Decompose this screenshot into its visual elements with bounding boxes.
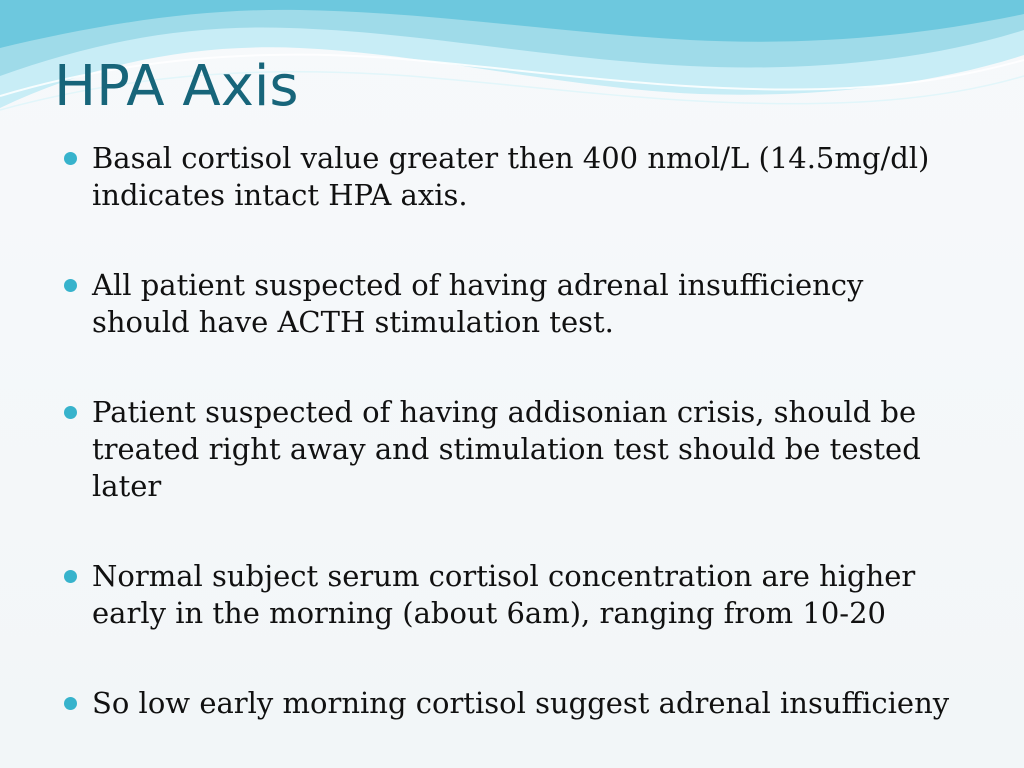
bullet-text: All patient suspected of having adrenal insufficiency should have ACTH stimulation test.	[92, 268, 864, 339]
bullet-text: So low early morning cortisol suggest adrenal insufficieny	[92, 686, 950, 720]
bullet-dot-icon	[64, 279, 77, 292]
bullet-item	[62, 267, 962, 341]
bullet-item	[62, 140, 962, 214]
bullet-text: Basal cortisol value greater then 400 nmol/L (14.5mg/dl) indicates intact HPA axis.	[92, 141, 930, 212]
bullet-item	[62, 558, 962, 632]
bullet-text: Patient suspected of having addisonian crisis, should be treated right away and stimulation test should be tested later	[92, 395, 921, 503]
bullet-list	[62, 140, 962, 722]
bullet-text: Normal subject serum cortisol concentration are higher early in the morning (about 6am), ranging from 10-20	[92, 559, 916, 630]
bullet-dot-icon	[64, 152, 77, 165]
bullet-dot-icon	[64, 406, 77, 419]
bullet-dot-icon	[64, 570, 77, 583]
bullet-item	[62, 394, 962, 505]
slide-title: HPA Axis	[54, 54, 299, 119]
bullet-dot-icon	[64, 697, 77, 710]
bullet-item	[62, 685, 962, 722]
